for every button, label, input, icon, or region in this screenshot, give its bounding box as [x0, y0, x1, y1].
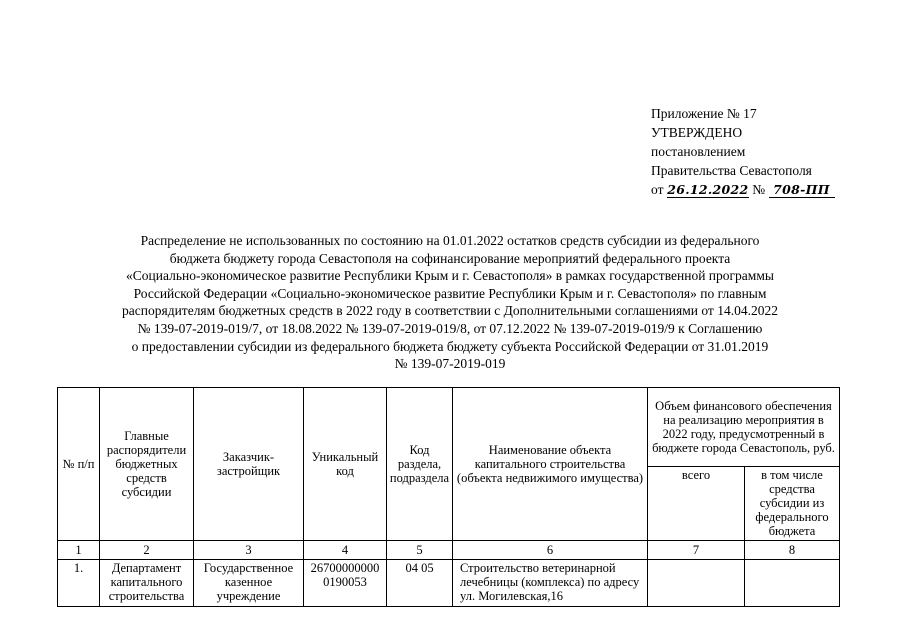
- row-section: 04 05: [387, 560, 453, 607]
- from-label: от: [651, 182, 664, 197]
- row-incl: [745, 560, 840, 607]
- handwritten-number: 708-ПП: [769, 182, 835, 198]
- row-code: 26700000000 0190053: [304, 560, 387, 607]
- heading-line: Российской Федерации «Социально-экономическое развитие Республики Крым и г. Севастополя» по главным: [133, 285, 767, 301]
- row-object: Строительство ветеринарной лечебницы (комплекса) по адресу ул. Могилевская,16: [453, 560, 648, 607]
- table-header-row: [58, 388, 840, 467]
- handwritten-date: 26.12.2022: [667, 182, 749, 197]
- column-number: 7: [648, 541, 745, 560]
- column-number: 4: [304, 541, 387, 560]
- column-number: 1: [58, 541, 100, 560]
- row-total: [648, 560, 745, 607]
- heading-line: № 139-07-2019-019: [394, 356, 506, 372]
- number-label: №: [752, 182, 766, 197]
- column-number-row: [58, 541, 840, 560]
- approved-label: УТВЕРЖДЕНО: [651, 125, 743, 140]
- header-num: № п/п: [58, 388, 100, 541]
- table-row: [58, 560, 840, 607]
- header-section: Код раздела, подраздела: [387, 388, 453, 541]
- row-customer: Государственное казенное учреждение: [194, 560, 304, 607]
- column-number: 6: [453, 541, 648, 560]
- header-object: Наименование объекта капитального строительства (объекта недвижимого имущества): [453, 388, 648, 541]
- heading-line: о предоставлении субсидии из федерального бюджета бюджету субъекта Российской Федерации от 31.01.2019: [131, 338, 769, 354]
- header-incl: в том числе средства субсидии из федерального бюджета: [745, 467, 840, 541]
- row-num: 1.: [58, 560, 100, 607]
- resolution-date-line: [651, 180, 835, 199]
- column-number: 3: [194, 541, 304, 560]
- approval-block: [651, 104, 835, 199]
- heading-line: № 139-07-2019-019/7, от 18.08.2022 № 139-07-2019-019/8, от 07.12.2022 № 139-07-2019-019/9 к Соглашению: [137, 320, 763, 336]
- header-code: Уникальный код: [304, 388, 387, 541]
- column-number: 2: [100, 541, 194, 560]
- heading-line: бюджета бюджету города Севастополя на софинансирование мероприятий федерального проекта: [169, 250, 731, 266]
- heading-line: распорядителям бюджетных средств в 2022 году в соответствии с Дополнительными соглашениями от 14.04.2022: [122, 303, 778, 319]
- column-number: 5: [387, 541, 453, 560]
- distribution-table: [57, 387, 840, 607]
- header-total: всего: [648, 467, 745, 541]
- header-customer: Заказчик-застройщик: [194, 388, 304, 541]
- heading-line: Распределение не использованных по состоянию на 01.01.2022 остатков средств субсидии из федерального: [140, 233, 760, 248]
- row-manager: Департамент капитального строительства: [100, 560, 194, 607]
- appendix-number: Приложение № 17: [651, 106, 757, 121]
- resolution-label: постановлением: [651, 144, 746, 159]
- header-volume: Объем финансового обеспечения на реализацию мероприятия в 2022 году, предусмотренный в бюджете города Севастополь, руб.: [648, 388, 840, 467]
- heading-line: «Социально-экономическое развитие Республики Крым и г. Севастополя» в рамках государственной программы: [126, 268, 774, 284]
- header-managers: Главные распорядители бюджетных средств субсидии: [100, 388, 194, 541]
- column-number: 8: [745, 541, 840, 560]
- government-label: Правительства Севастополя: [651, 163, 812, 178]
- document-heading: [60, 232, 840, 373]
